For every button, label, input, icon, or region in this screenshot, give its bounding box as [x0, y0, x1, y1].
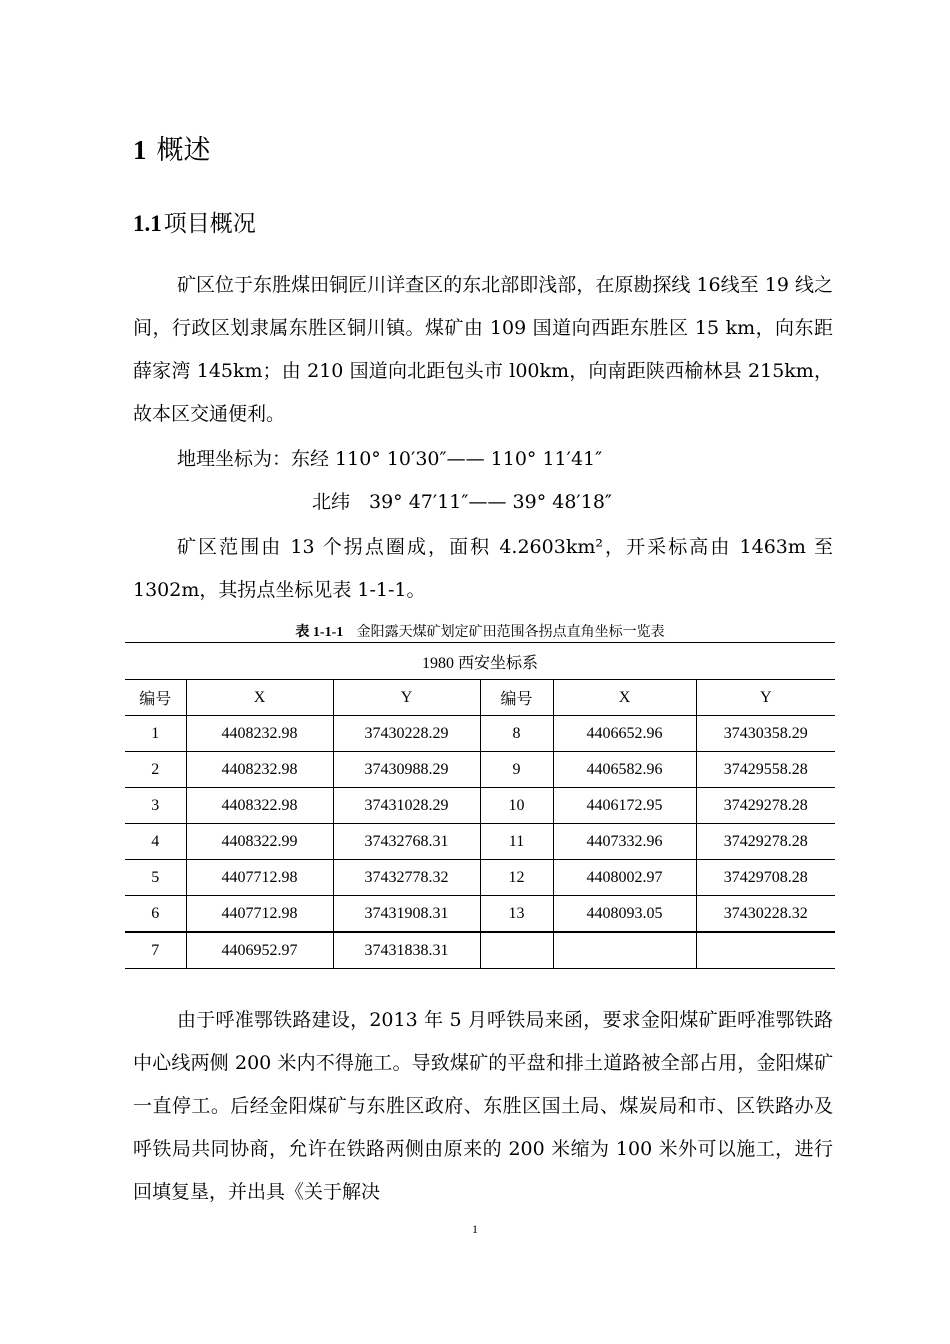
- table-row: [125, 860, 835, 896]
- coordinates-longitude: 地理坐标为：东经 110° 10′30″—— 110° 11′41″: [177, 448, 603, 470]
- table-cell: 37429278.28: [696, 824, 835, 860]
- table-cell: 4406582.96: [553, 752, 696, 788]
- table-row: [125, 932, 835, 969]
- table-cell: 4407712.98: [186, 860, 333, 896]
- table-row: [125, 896, 835, 933]
- table-cell: 37430988.29: [333, 752, 480, 788]
- paragraph-railway: 由于呼准鄂铁路建设，2013 年 5 月呼铁局来函，要求金阳煤矿距呼准鄂铁路中心线两侧 200 米内不得施工。导致煤矿的平盘和排土道路被全部占用，金阳煤矿一直停工。后经金阳煤矿与东胜区政府、东胜区国土局、煤炭局和市、区铁路办及呼铁局共同协商，允许在铁路两侧由原来的 200 米缩为 100 米外可以施工，进行回填复垦，并出具《关于解决: [133, 1009, 833, 1203]
- table-cell: 37432768.31: [333, 824, 480, 860]
- table-cell: 4408002.97: [553, 860, 696, 896]
- table-cell: 4408322.99: [186, 824, 333, 860]
- paragraph-area: 矿区范围由 13 个拐点圈成，面积 4.2603km²，开采标高由 1463m 至1302m，其拐点坐标见表 1-1-1。: [133, 536, 833, 601]
- table-cell: 13: [480, 896, 553, 933]
- table-cell: [480, 932, 553, 969]
- table-caption-text: 金阳露天煤矿划定矿田范围各拐点直角坐标一览表: [356, 624, 665, 640]
- header-cell: X: [186, 680, 333, 716]
- coordinates-table: [125, 642, 835, 969]
- table-cell: 1: [125, 716, 186, 752]
- table-cell: 12: [480, 860, 553, 896]
- table-cell: 4406952.97: [186, 932, 333, 969]
- table-caption: [125, 622, 835, 643]
- header-cell: X: [553, 680, 696, 716]
- table-cell: 37429558.28: [696, 752, 835, 788]
- section-number: 1: [133, 135, 147, 165]
- page-number: 1: [472, 1222, 478, 1236]
- table-cell: 4408322.98: [186, 788, 333, 824]
- table-cell: 37429278.28: [696, 788, 835, 824]
- table-title-row: [125, 643, 835, 680]
- subsection-number: 1.1: [133, 211, 162, 236]
- table-row: [125, 788, 835, 824]
- table-cell: [553, 932, 696, 969]
- table-cell: 6: [125, 896, 186, 933]
- table-row: [125, 716, 835, 752]
- table-cell: 4408093.05: [553, 896, 696, 933]
- table-cell: 4407712.98: [186, 896, 333, 933]
- table-cell: 4406652.96: [553, 716, 696, 752]
- coordinates-latitude: 北纬 39° 47′11″—— 39° 48′18″: [312, 491, 613, 513]
- header-cell: Y: [696, 680, 835, 716]
- header-cell: Y: [333, 680, 480, 716]
- table-cell: [696, 932, 835, 969]
- subsection-title: 项目概况: [163, 211, 256, 237]
- table-caption-label: 表 1-1-1: [295, 625, 344, 640]
- table-row: [125, 824, 835, 860]
- table-cell: 4: [125, 824, 186, 860]
- paragraph-location: 矿区位于东胜煤田铜匠川详查区的东北部即浅部，在原勘探线 16线至 19 线之间，行政区划隶属东胜区铜川镇。煤矿由 109 国道向西距东胜区 15 km，向东距薛家湾 145km；由 210 国道向北距包头市 l00km，向南距陕西榆林县 215km，故本区交通便利。: [133, 274, 833, 425]
- table-cell: 37430228.29: [333, 716, 480, 752]
- header-cell: 编号: [480, 680, 553, 716]
- table-cell: 4407332.96: [553, 824, 696, 860]
- table-cell: 37431908.31: [333, 896, 480, 933]
- table-cell: 37431838.31: [333, 932, 480, 969]
- table-cell: 37430228.32: [696, 896, 835, 933]
- table-cell: 9: [480, 752, 553, 788]
- section-title: 概述: [156, 135, 211, 166]
- table-cell: 10: [480, 788, 553, 824]
- table-header-row: [125, 680, 835, 716]
- coordinate-system-label: 1980 西安坐标系: [125, 643, 835, 680]
- subsection-heading: [133, 206, 256, 242]
- table-cell: 37431028.29: [333, 788, 480, 824]
- table-cell: 4406172.95: [553, 788, 696, 824]
- table-cell: 8: [480, 716, 553, 752]
- header-cell: 编号: [125, 680, 186, 716]
- table-cell: 4408232.98: [186, 752, 333, 788]
- table-row: [125, 752, 835, 788]
- table-cell: 37429708.28: [696, 860, 835, 896]
- table-cell: 11: [480, 824, 553, 860]
- section-heading: [133, 130, 211, 171]
- table-cell: 7: [125, 932, 186, 969]
- table-cell: 3: [125, 788, 186, 824]
- table-cell: 2: [125, 752, 186, 788]
- table-cell: 37432778.32: [333, 860, 480, 896]
- table-cell: 37430358.29: [696, 716, 835, 752]
- table-cell: 4408232.98: [186, 716, 333, 752]
- table-cell: 5: [125, 860, 186, 896]
